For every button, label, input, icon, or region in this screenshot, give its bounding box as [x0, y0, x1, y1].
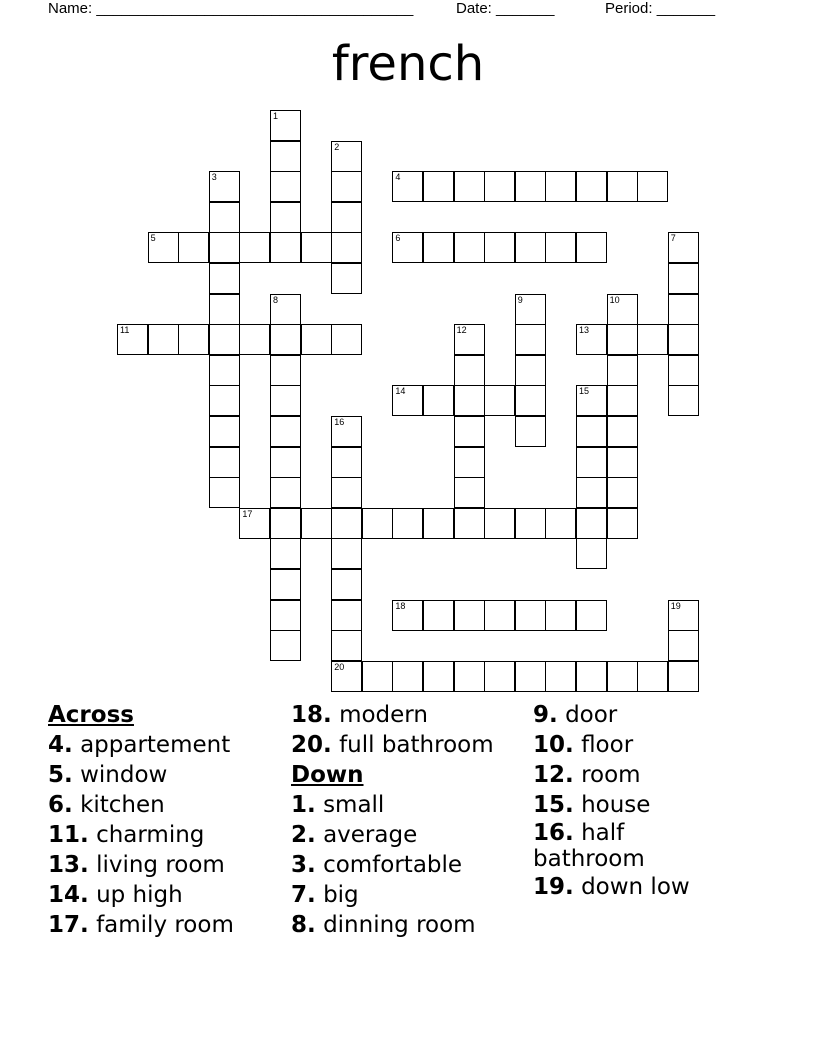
grid-cell[interactable]: [270, 447, 301, 478]
clue-text: house: [581, 792, 651, 818]
grid-cell[interactable]: [607, 416, 638, 447]
grid-cell[interactable]: [515, 661, 546, 692]
grid-cell[interactable]: [209, 477, 240, 508]
clue-text: door: [565, 702, 618, 728]
grid-cell[interactable]: [576, 171, 607, 202]
grid-cell[interactable]: [178, 232, 209, 263]
grid-cell[interactable]: [454, 171, 485, 202]
grid-cell[interactable]: [668, 661, 699, 692]
grid-cell[interactable]: [576, 538, 607, 569]
down-clue-8: [291, 910, 526, 940]
grid-cell[interactable]: [270, 355, 301, 386]
clue-number: 2.: [291, 822, 316, 848]
grid-cell[interactable]: [209, 171, 240, 202]
grid-cell[interactable]: [209, 202, 240, 233]
grid-cell[interactable]: [515, 385, 546, 416]
grid-cell[interactable]: [423, 232, 454, 263]
grid-cell[interactable]: [607, 508, 638, 539]
grid-cell[interactable]: [637, 171, 668, 202]
grid-cell[interactable]: [392, 171, 423, 202]
down-clue-15: [533, 790, 768, 820]
clue-number: 19.: [533, 874, 574, 900]
grid-cell[interactable]: [362, 508, 393, 539]
grid-cell[interactable]: [392, 661, 423, 692]
grid-cell[interactable]: [607, 324, 638, 355]
clue-column-1: [48, 700, 283, 940]
grid-cell[interactable]: [607, 477, 638, 508]
grid-cell[interactable]: [148, 324, 179, 355]
grid-cell[interactable]: [270, 508, 301, 539]
grid-cell[interactable]: [515, 600, 546, 631]
grid-cell[interactable]: [270, 538, 301, 569]
down-clue-2: [291, 820, 526, 850]
clue-number: 4.: [48, 732, 73, 758]
grid-cell[interactable]: [270, 477, 301, 508]
clue-number: 7.: [291, 882, 316, 908]
grid-cell[interactable]: [484, 508, 515, 539]
across-clue-5: [48, 760, 283, 790]
clue-number: 8.: [291, 912, 316, 938]
grid-cell[interactable]: [576, 324, 607, 355]
grid-cell[interactable]: [484, 232, 515, 263]
clue-number: 5.: [48, 762, 73, 788]
grid-cell[interactable]: [392, 508, 423, 539]
grid-cell[interactable]: [454, 661, 485, 692]
down-clue-3: [291, 850, 526, 880]
grid-cell[interactable]: [545, 232, 576, 263]
grid-cell[interactable]: [270, 141, 301, 172]
grid-cell[interactable]: [637, 324, 668, 355]
clue-number: 17.: [48, 912, 89, 938]
clue-number: 3.: [291, 852, 316, 878]
grid-cell[interactable]: [209, 355, 240, 386]
grid-cell[interactable]: [270, 171, 301, 202]
cell-number: 14: [395, 386, 406, 397]
grid-cell[interactable]: [331, 661, 362, 692]
clue-number: 6.: [48, 792, 73, 818]
grid-cell[interactable]: [423, 385, 454, 416]
across-clue-14: [48, 880, 283, 910]
cell-number: 15: [579, 386, 590, 397]
grid-cell[interactable]: [209, 232, 240, 263]
grid-cell[interactable]: [331, 538, 362, 569]
grid-cell[interactable]: [331, 600, 362, 631]
clue-text: living room: [96, 852, 225, 878]
cell-number: 4: [395, 172, 401, 183]
clue-text: dinning room: [323, 912, 476, 938]
grid-cell[interactable]: [270, 110, 301, 141]
cell-number: 13: [579, 325, 590, 336]
grid-cell[interactable]: [423, 171, 454, 202]
grid-cell[interactable]: [270, 630, 301, 661]
clue-text: comfortable: [323, 852, 463, 878]
grid-cell[interactable]: [668, 294, 699, 325]
down-clue-12: [533, 760, 768, 790]
cell-number: 8: [273, 294, 279, 305]
grid-cell[interactable]: [668, 385, 699, 416]
clue-text: family room: [96, 912, 234, 938]
clue-list: [48, 700, 768, 960]
grid-cell[interactable]: [331, 569, 362, 600]
grid-cell[interactable]: [331, 202, 362, 233]
grid-cell[interactable]: [515, 324, 546, 355]
grid-cell[interactable]: [454, 600, 485, 631]
grid-cell[interactable]: [515, 508, 546, 539]
grid-cell[interactable]: [454, 477, 485, 508]
grid-cell[interactable]: [668, 600, 699, 631]
grid-cell[interactable]: [545, 600, 576, 631]
grid-cell[interactable]: [576, 232, 607, 263]
down-clue-16: [533, 820, 703, 872]
grid-cell[interactable]: [270, 569, 301, 600]
grid-cell[interactable]: [454, 385, 485, 416]
down-clue-1: [291, 790, 526, 820]
puzzle-title: french: [331, 36, 485, 92]
down-clue-19: [533, 872, 768, 902]
grid-cell[interactable]: [423, 600, 454, 631]
grid-cell[interactable]: [209, 385, 240, 416]
cell-number: 18: [395, 600, 406, 611]
grid-cell[interactable]: [607, 355, 638, 386]
cell-number: 6: [395, 233, 401, 244]
grid-cell[interactable]: [117, 324, 148, 355]
clue-number: 15.: [533, 792, 574, 818]
grid-cell[interactable]: [270, 294, 301, 325]
clue-number: 14.: [48, 882, 89, 908]
clue-number: 9.: [533, 702, 558, 728]
clue-number: 11.: [48, 822, 89, 848]
grid-cell[interactable]: [484, 385, 515, 416]
clue-text: average: [323, 822, 418, 848]
clue-text: room: [581, 762, 641, 788]
cell-number: 1: [273, 111, 279, 121]
grid-cell[interactable]: [454, 508, 485, 539]
grid-cell[interactable]: [607, 447, 638, 478]
down-clue-9: [533, 700, 768, 730]
grid-cell[interactable]: [270, 416, 301, 447]
grid-cell[interactable]: [209, 294, 240, 325]
cell-number: 10: [609, 294, 620, 305]
grid-cell[interactable]: [454, 324, 485, 355]
grid-cell[interactable]: [331, 508, 362, 539]
grid-cell[interactable]: [270, 324, 301, 355]
grid-cell[interactable]: [331, 324, 362, 355]
cell-number: 17: [242, 508, 253, 519]
grid-cell[interactable]: [637, 661, 668, 692]
grid-cell[interactable]: [576, 600, 607, 631]
grid-cell[interactable]: [545, 171, 576, 202]
grid-cell[interactable]: [545, 661, 576, 692]
name-field[interactable]: Name: ______________________________________: [48, 0, 414, 17]
grid-cell[interactable]: [270, 385, 301, 416]
grid-cell[interactable]: [209, 263, 240, 294]
grid-cell[interactable]: [668, 355, 699, 386]
clue-text: down low: [581, 874, 690, 900]
grid-cell[interactable]: [423, 661, 454, 692]
grid-cell[interactable]: [301, 232, 332, 263]
clue-text: kitchen: [80, 792, 165, 818]
grid-cell[interactable]: [607, 385, 638, 416]
grid-cell[interactable]: [331, 477, 362, 508]
down-heading: Down: [291, 762, 364, 788]
grid-cell[interactable]: [484, 171, 515, 202]
across-clue-20: [291, 730, 526, 760]
grid-cell[interactable]: [576, 661, 607, 692]
clue-number: 13.: [48, 852, 89, 878]
grid-cell[interactable]: [576, 385, 607, 416]
cell-number: 20: [334, 661, 345, 672]
across-heading: Across: [48, 702, 134, 728]
grid-cell[interactable]: [668, 263, 699, 294]
cell-number: 7: [670, 233, 676, 244]
grid-cell[interactable]: [515, 416, 546, 447]
grid-cell[interactable]: [454, 355, 485, 386]
across-clue-4: [48, 730, 283, 760]
cell-number: 12: [456, 325, 467, 336]
grid-cell[interactable]: [270, 202, 301, 233]
grid-cell[interactable]: [178, 324, 209, 355]
grid-cell[interactable]: [270, 232, 301, 263]
clue-column-3: [533, 700, 768, 902]
grid-cell[interactable]: [392, 385, 423, 416]
grid-cell[interactable]: [576, 508, 607, 539]
clue-text: up high: [96, 882, 183, 908]
clue-number: 18.: [291, 702, 332, 728]
date-field[interactable]: Date: _______: [456, 0, 555, 17]
grid-cell[interactable]: [148, 232, 179, 263]
clue-number: 20.: [291, 732, 332, 758]
grid-cell[interactable]: [454, 447, 485, 478]
across-clue-17: [48, 910, 283, 940]
grid-cell[interactable]: [270, 600, 301, 631]
clue-text: modern: [339, 702, 428, 728]
grid-cell[interactable]: [576, 416, 607, 447]
grid-cell[interactable]: [331, 232, 362, 263]
grid-cell[interactable]: [515, 232, 546, 263]
clue-text: floor: [581, 732, 634, 758]
grid-cell[interactable]: [668, 232, 699, 263]
clue-text: full bathroom: [339, 732, 494, 758]
grid-cell[interactable]: [331, 630, 362, 661]
grid-cell[interactable]: [209, 447, 240, 478]
grid-cell[interactable]: [576, 447, 607, 478]
cell-number: 19: [670, 600, 681, 611]
grid-cell[interactable]: [515, 171, 546, 202]
clue-column-2: [291, 700, 526, 940]
cell-number: 16: [334, 417, 345, 427]
grid-cell[interactable]: [454, 416, 485, 447]
clue-number: 12.: [533, 762, 574, 788]
across-clue-11: [48, 820, 283, 850]
grid-cell[interactable]: [515, 294, 546, 325]
grid-cell[interactable]: [331, 141, 362, 172]
cell-number: 3: [211, 172, 217, 183]
clue-number: 16.: [533, 820, 574, 846]
down-clue-7: [291, 880, 526, 910]
grid-cell[interactable]: [362, 661, 393, 692]
grid-cell[interactable]: [607, 171, 638, 202]
across-clue-13: [48, 850, 283, 880]
grid-cell[interactable]: [545, 508, 576, 539]
grid-cell[interactable]: [239, 324, 270, 355]
grid-cell[interactable]: [576, 477, 607, 508]
cell-number: 9: [517, 294, 523, 305]
grid-cell[interactable]: [454, 232, 485, 263]
cell-number: 11: [120, 325, 130, 336]
grid-cell[interactable]: [607, 294, 638, 325]
across-clue-6: [48, 790, 283, 820]
grid-cell[interactable]: [331, 171, 362, 202]
cell-number: 5: [150, 233, 156, 244]
period-field[interactable]: Period: _______: [605, 0, 716, 17]
grid-cell[interactable]: [392, 232, 423, 263]
grid-cell[interactable]: [392, 600, 423, 631]
grid-cell[interactable]: [239, 232, 270, 263]
cell-number: 2: [334, 141, 340, 152]
grid-cell[interactable]: [209, 324, 240, 355]
grid-cell[interactable]: [331, 447, 362, 478]
grid-cell[interactable]: [301, 508, 332, 539]
grid-cell[interactable]: [607, 661, 638, 692]
grid-cell[interactable]: [484, 661, 515, 692]
clue-text: big: [323, 882, 359, 908]
grid-cell[interactable]: [209, 416, 240, 447]
grid-cell[interactable]: [331, 416, 362, 447]
grid-cell[interactable]: [301, 324, 332, 355]
grid-cell[interactable]: [331, 263, 362, 294]
grid-cell[interactable]: [668, 630, 699, 661]
clue-text: charming: [96, 822, 205, 848]
grid-cell[interactable]: [515, 355, 546, 386]
grid-cell[interactable]: [239, 508, 270, 539]
clue-text: appartement: [80, 732, 231, 758]
across-clue-18: [291, 700, 526, 730]
clue-text: window: [80, 762, 168, 788]
clue-number: 10.: [533, 732, 574, 758]
grid-cell[interactable]: [668, 324, 699, 355]
grid-cell[interactable]: [484, 600, 515, 631]
grid-cell[interactable]: [423, 508, 454, 539]
clue-text: small: [323, 792, 385, 818]
clue-number: 1.: [291, 792, 316, 818]
clue-text: half bathroom: [533, 820, 645, 872]
down-clue-10: [533, 730, 768, 760]
